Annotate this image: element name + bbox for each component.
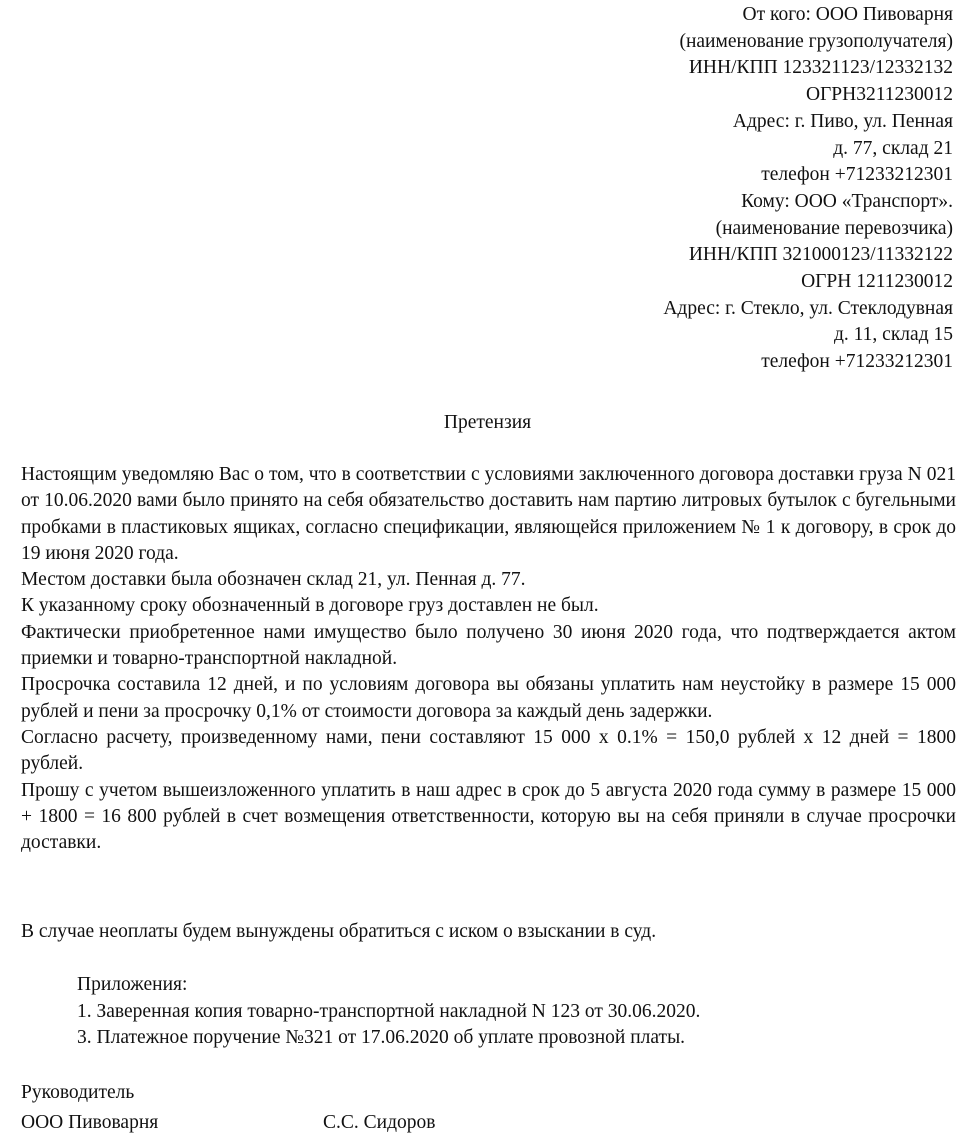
sender-from: От кого: ООО Пивоварня [742,4,953,25]
attachment-item: 3. Платежное поручение №321 от 17.06.2020 об уплате провозной платы. [77,1027,686,1048]
attachment-item: 1. Заверенная копия товарно-транспортной накладной N 123 от 30.06.2020. [77,1000,701,1022]
final-statement: В случае неоплаты будем вынуждены обратиться с иском о взыскании в суд. [21,921,657,942]
recipient-address-line1: Адрес: г. Стекло, ул. Стеклодувная [663,297,953,319]
letter-body [21,462,956,856]
signature-company-row [21,1108,721,1138]
signature-name: С.С. Сидоров [323,1112,436,1133]
body-paragraph: Согласно расчету, произведенному нами, пени составляют 15 000 х 0.1% = 150,0 рублей х 12 дней = 1800 рублей. [21,726,956,775]
signature-position: Руководитель [21,1082,135,1103]
sender-address-line1: Адрес: г. Пиво, ул. Пенная [732,110,953,132]
recipient-phone: телефон +71233212301 [761,351,953,373]
sender-ogrn: ОГРН3211230012 [805,84,953,106]
body-paragraph: Просрочка составила 12 дней, и по условиям договора вы обязаны уплатить нам неустойку в размере 15 000 рублей и пени за просрочку 0,1% от стоимости договора за каждый день задержки. [21,674,956,722]
sender-role-note: (наименование грузополучателя) [679,30,953,52]
signature-position-row [21,1078,721,1108]
sender-phone: телефон +71233212301 [761,164,953,186]
signature-block [21,1078,721,1138]
recipient-address-line2: д. 11, склад 15 [833,324,953,346]
recipient-role-note: (наименование перевозчика) [715,217,953,239]
recipient-ogrn: ОГРН 1211230012 [801,271,953,293]
sender-address-line2: д. 77, склад 21 [833,137,953,159]
document-title-block [0,410,961,436]
attachments-heading: Приложения: [77,974,188,995]
document-title: Претензия [443,412,532,433]
sender-inn-kpp: ИНН/КПП 123321123/12332132 [688,57,953,79]
recipient-inn-kpp: ИНН/КПП 321000123/11332122 [688,244,953,266]
body-paragraph: Настоящим уведомляю Вас о том, что в соответствии с условиями заключенного договора доставки груза N 021 от 10.06.2020 вами было принято на себя обязательство доставить нам партию литровых бутылок с бугельными пробками в пластиковых ящиках, согласно спецификации, являющейся приложением № 1 к договору, в срок до 19 июня 2020 года. [21,464,956,564]
attachments-block [77,972,937,1052]
letter-header [393,2,953,376]
body-paragraph: К указанному сроку обозначенный в договоре груз доставлен не был. [21,595,599,617]
signature-company: ООО Пивоварня [21,1112,159,1133]
body-paragraph: Прошу с учетом вышеизложенного уплатить в наш адрес в срок до 5 августа 2020 года сумму в размере 15 000 + 1800 = 16 800 рублей в счет возмещения ответственности, которую вы на себя приняли в случае просрочки доставки. [21,779,956,854]
body-paragraph: Местом доставки была обозначен склад 21, ул. Пенная д. 77. [21,569,526,591]
body-paragraph: Фактически приобретенное нами имущество было получено 30 июня 2020 года, что подтверждается актом приемки и товарно-транспортной накладной. [21,621,956,670]
recipient-to: Кому: ООО «Транспорт». [741,190,953,212]
